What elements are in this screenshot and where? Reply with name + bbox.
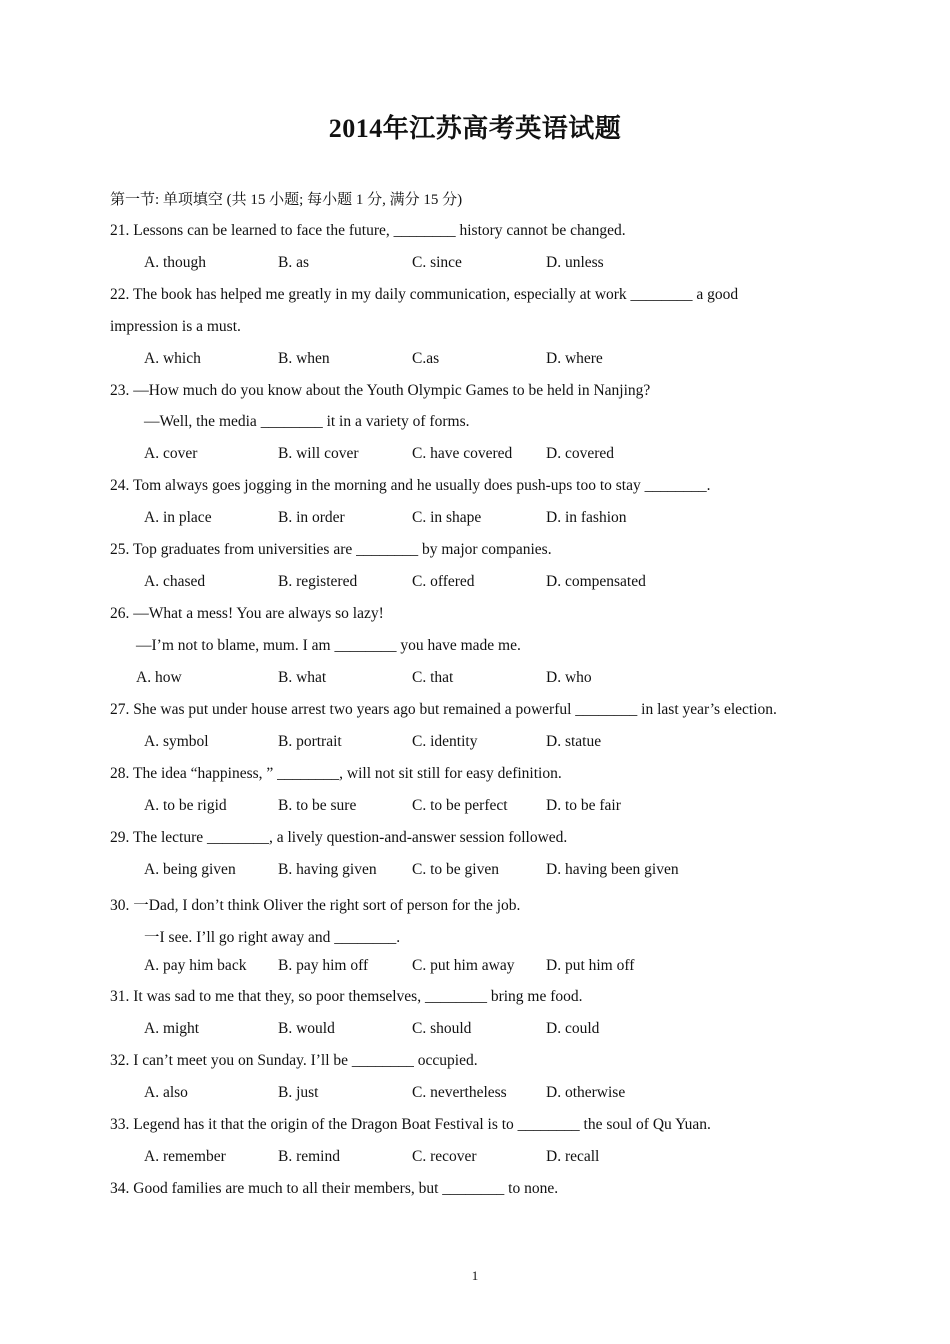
q32-option-c: C. nevertheless	[412, 1084, 507, 1101]
question-24-stem: 24. Tom always goes jogging in the morning and he usually does push-ups too to stay ________.	[110, 477, 711, 494]
q21-option-a: A. though	[144, 254, 206, 271]
q23-option-b: B. will cover	[278, 445, 359, 462]
q23-option-c: C. have covered	[412, 445, 513, 462]
q24-option-a: A. in place	[144, 509, 212, 526]
question-22-stem: 22. The book has helped me greatly in my daily communication, especially at work ________ a good	[110, 286, 739, 303]
q27-option-a: A. symbol	[144, 733, 209, 750]
question-30-stem: 30. 一Dad, I don’t think Oliver the right sort of person for the job.	[110, 897, 521, 914]
q29-option-d: D. having been given	[546, 861, 679, 878]
section-header: 第一节: 单项填空 (共 15 小题; 每小题 1 分, 满分 15 分)	[110, 192, 463, 208]
q32-option-b: B. just	[278, 1084, 319, 1101]
question-33-stem: 33. Legend has it that the origin of the Dragon Boat Festival is to ________ the soul of Qu Yuan.	[110, 1116, 711, 1133]
q32-option-a: A. also	[144, 1084, 188, 1101]
q23-option-a: A. cover	[144, 445, 198, 462]
question-25-stem: 25. Top graduates from universities are ________ by major companies.	[110, 541, 552, 558]
q30-option-c: C. put him away	[412, 957, 515, 974]
q28-option-d: D. to be fair	[546, 797, 621, 814]
q22-option-c: C.as	[412, 350, 440, 367]
q33-option-d: D. recall	[546, 1148, 600, 1165]
q31-option-d: D. could	[546, 1020, 600, 1037]
q26-option-c: C. that	[412, 669, 454, 686]
q25-option-d: D. compensated	[546, 573, 646, 590]
q21-option-c: C. since	[412, 254, 462, 271]
question-22-stem-cont: impression is a must.	[110, 318, 241, 335]
question-28-stem: 28. The idea “happiness, ” ________, will not sit still for easy definition.	[110, 765, 562, 782]
q28-option-b: B. to be sure	[278, 797, 357, 814]
q32-option-d: D. otherwise	[546, 1084, 626, 1101]
q22-option-b: B. when	[278, 350, 330, 367]
page-title: 2014年江苏高考英语试题	[328, 114, 622, 143]
q23-option-d: D. covered	[546, 445, 614, 462]
question-31-stem: 31. It was sad to me that they, so poor themselves, ________ bring me food.	[110, 988, 583, 1005]
q26-option-a: A. how	[136, 669, 182, 686]
q25-option-a: A. chased	[144, 573, 206, 590]
q28-option-c: C. to be perfect	[412, 797, 508, 814]
q27-option-b: B. portrait	[278, 733, 342, 750]
q26-option-b: B. what	[278, 669, 327, 686]
q24-option-d: D. in fashion	[546, 509, 627, 526]
question-34-stem: 34. Good families are much to all their members, but ________ to none.	[110, 1180, 559, 1197]
question-23-reply: —Well, the media ________ it in a variety of forms.	[144, 413, 470, 430]
q33-option-b: B. remind	[278, 1148, 340, 1165]
question-21-stem: 21. Lessons can be learned to face the future, ________ history cannot be changed.	[110, 222, 626, 239]
q30-option-b: B. pay him off	[278, 957, 369, 974]
q21-option-d: D. unless	[546, 254, 604, 271]
q33-option-a: A. remember	[144, 1148, 226, 1165]
question-26-reply: —I’m not to blame, mum. I am ________ you have made me.	[136, 637, 521, 654]
q22-option-d: D. where	[546, 350, 603, 367]
q28-option-a: A. to be rigid	[144, 797, 227, 814]
q29-option-a: A. being given	[144, 861, 236, 878]
question-30-reply: 一I see. I’ll go right away and ________.	[144, 929, 401, 946]
question-27-stem: 27. She was put under house arrest two years ago but remained a powerful ________ in last year’s election.	[110, 701, 777, 718]
q25-option-c: C. offered	[412, 573, 475, 590]
q31-option-b: B. would	[278, 1020, 335, 1037]
q27-option-d: D. statue	[546, 733, 602, 750]
q27-option-c: C. identity	[412, 733, 478, 750]
q31-option-c: C. should	[412, 1020, 472, 1037]
q31-option-a: A. might	[144, 1020, 200, 1037]
q30-option-a: A. pay him back	[144, 957, 247, 974]
q30-option-d: D. put him off	[546, 957, 635, 974]
q26-option-d: D. who	[546, 669, 592, 686]
q22-option-a: A. which	[144, 350, 201, 367]
page-number: 1	[471, 1268, 479, 1283]
q24-option-c: C. in shape	[412, 509, 482, 526]
question-23-stem: 23. —How much do you know about the Youth Olympic Games to be held in Nanjing?	[110, 382, 651, 399]
question-29-stem: 29. The lecture ________, a lively question-and-answer session followed.	[110, 829, 568, 846]
q24-option-b: B. in order	[278, 509, 345, 526]
q29-option-b: B. having given	[278, 861, 377, 878]
question-32-stem: 32. I can’t meet you on Sunday. I’ll be ________ occupied.	[110, 1052, 478, 1069]
q25-option-b: B. registered	[278, 573, 358, 590]
q21-option-b: B. as	[278, 254, 309, 271]
question-26-stem: 26. —What a mess! You are always so lazy!	[110, 605, 384, 622]
q29-option-c: C. to be given	[412, 861, 499, 878]
q33-option-c: C. recover	[412, 1148, 477, 1165]
